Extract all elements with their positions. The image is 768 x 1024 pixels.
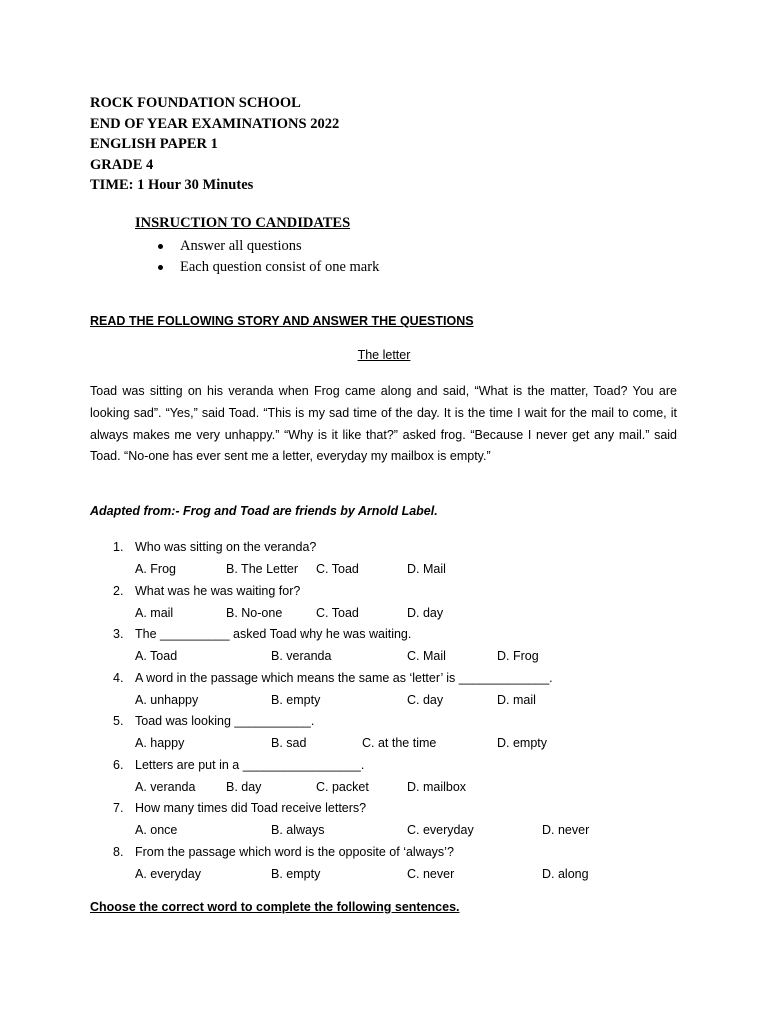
exam-header <box>90 93 339 196</box>
option-c: C. at the time <box>362 736 437 750</box>
question-number: 3. <box>113 627 124 641</box>
option-a: A. mail <box>135 605 174 620</box>
question-text: From the passage which word is the opposite of ‘always’? <box>135 844 454 859</box>
option-a: A. veranda <box>135 779 196 794</box>
option-d: D. Mail <box>407 562 446 576</box>
time-label: TIME: 1 Hour 30 Minutes <box>90 177 254 193</box>
story-title: The letter <box>357 348 411 362</box>
option-d: D. day <box>407 605 444 620</box>
option-d: D. empty <box>497 736 548 750</box>
option-c: C. Toad <box>316 605 359 620</box>
question-text: What was he was waiting for? <box>135 583 301 598</box>
option-d: D. mail <box>497 692 536 707</box>
question-item <box>0 842 768 886</box>
option-a: A. Frog <box>135 562 176 576</box>
option-b: B. No-one <box>226 605 283 620</box>
option-c: C. day <box>407 692 444 707</box>
option-d: D. never <box>542 823 590 837</box>
option-d: D. mailbox <box>407 779 467 794</box>
question-item <box>0 537 768 581</box>
option-c: C. Mail <box>407 649 446 663</box>
option-b: B. sad <box>271 736 307 750</box>
section-heading: Choose the correct word to complete the following sentences. <box>90 900 460 914</box>
bullet-icon <box>158 244 163 249</box>
instructions-list <box>158 236 379 278</box>
question-number: 1. <box>113 540 124 554</box>
option-c: C. never <box>407 866 455 881</box>
question-number: 4. <box>113 670 124 685</box>
instruction-text: Each question consist of one mark <box>180 259 380 275</box>
question-number: 8. <box>113 844 124 859</box>
instructions-title: INSRUCTION TO CANDIDATES <box>135 215 351 231</box>
school-name: ROCK FOUNDATION SCHOOL <box>90 95 301 111</box>
question-item <box>0 755 768 799</box>
question-number: 5. <box>113 714 124 728</box>
option-b: B. empty <box>271 866 321 881</box>
option-b: B. day <box>226 779 262 794</box>
option-c: C. everyday <box>407 823 474 837</box>
question-item <box>0 711 768 755</box>
question-number: 7. <box>113 801 124 815</box>
option-a: A. unhappy <box>135 692 199 707</box>
option-c: C. packet <box>316 779 369 794</box>
grade-label: GRADE 4 <box>90 156 154 173</box>
option-a: A. Toad <box>135 649 178 663</box>
option-d: D. Frog <box>497 649 539 663</box>
instruction-item <box>158 257 379 278</box>
story-heading: READ THE FOLLOWING STORY AND ANSWER THE QUESTIONS <box>90 314 474 328</box>
story-source: Adapted from:- Frog and Toad are friends by Arnold Label. <box>90 504 438 518</box>
question-list <box>0 537 768 885</box>
question-text: Who was sitting on the veranda? <box>135 540 317 554</box>
question-number: 2. <box>113 583 124 598</box>
question-item <box>0 624 768 668</box>
instruction-text: Answer all questions <box>180 238 302 254</box>
question-item <box>0 668 768 712</box>
option-b: B. The Letter <box>226 562 299 576</box>
question-text: Toad was looking ___________. <box>135 714 315 728</box>
question-item <box>0 581 768 625</box>
question-item <box>0 798 768 842</box>
instruction-item <box>158 236 379 257</box>
option-a: A. happy <box>135 736 185 750</box>
option-a: A. once <box>135 823 178 837</box>
paper-title: ENGLISH PAPER 1 <box>90 136 218 152</box>
question-text: Letters are put in a _________________. <box>135 757 365 772</box>
option-b: B. empty <box>271 692 321 707</box>
question-text: How many times did Toad receive letters? <box>135 801 367 815</box>
option-b: B. veranda <box>271 649 332 663</box>
question-number: 6. <box>113 757 124 772</box>
option-c: C. Toad <box>316 562 359 576</box>
bullet-icon <box>158 265 163 270</box>
question-text: A word in the passage which means the same as ‘letter’ is _____________. <box>135 670 553 685</box>
question-text: The __________ asked Toad why he was waiting. <box>135 627 412 641</box>
exam-title: END OF YEAR EXAMINATIONS 2022 <box>90 115 340 132</box>
option-d: D. along <box>542 866 589 881</box>
option-b: B. always <box>271 823 325 837</box>
option-a: A. everyday <box>135 866 202 881</box>
story-text: Toad was sitting on his veranda when Frog came along and said, “What is the matter, Toad? You are looking sad”. “Yes,” said Toad. “This is my sad time of the day. It is the time I wait for the mail to come, it always makes me very unhappy.” “Why is it like that?” asked frog. “Because I never get any mail.” said Toad. “No-one has ever sent me a letter, everyday my mailbox is empty.” <box>90 384 677 464</box>
